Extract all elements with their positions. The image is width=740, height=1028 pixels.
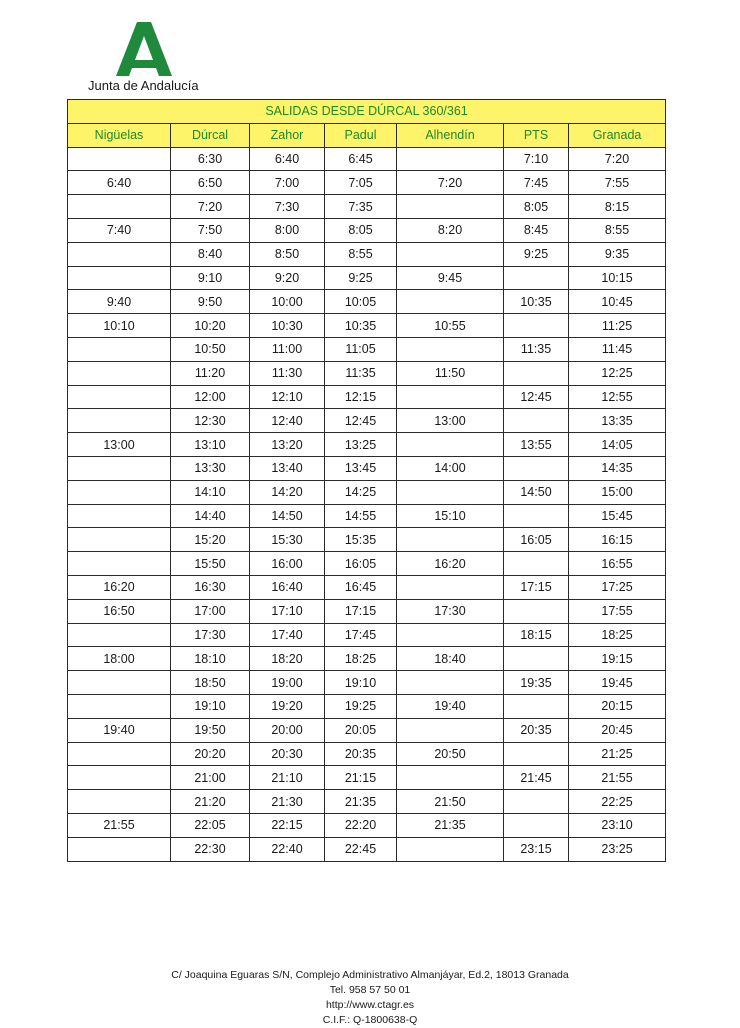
time-cell: 11:20 xyxy=(171,361,250,385)
time-cell: 6:30 xyxy=(171,147,250,171)
time-cell: 10:05 xyxy=(325,290,397,314)
time-cell: 23:15 xyxy=(504,837,569,861)
time-cell: 20:35 xyxy=(325,742,397,766)
time-cell: 7:40 xyxy=(68,218,171,242)
time-cell: 21:00 xyxy=(171,766,250,790)
table-row xyxy=(68,718,666,742)
junta-logo xyxy=(88,22,208,94)
time-cell: 21:35 xyxy=(397,813,504,837)
time-cell: 12:25 xyxy=(569,361,666,385)
time-cell xyxy=(68,694,171,718)
time-cell: 8:15 xyxy=(569,195,666,219)
time-cell: 21:25 xyxy=(569,742,666,766)
time-cell: 21:15 xyxy=(325,766,397,790)
time-cell: 15:30 xyxy=(250,528,325,552)
table-row xyxy=(68,813,666,837)
schedule-table xyxy=(67,99,666,862)
time-cell: 6:40 xyxy=(250,147,325,171)
time-cell: 6:40 xyxy=(68,171,171,195)
time-cell: 18:25 xyxy=(325,647,397,671)
time-cell: 7:45 xyxy=(504,171,569,195)
time-cell: 21:10 xyxy=(250,766,325,790)
time-cell: 10:45 xyxy=(569,290,666,314)
time-cell: 18:00 xyxy=(68,647,171,671)
time-cell: 20:35 xyxy=(504,718,569,742)
time-cell xyxy=(68,195,171,219)
schedule-title: SALIDAS DESDE DÚRCAL 360/361 xyxy=(68,100,666,124)
time-cell: 16:40 xyxy=(250,575,325,599)
time-cell: 11:25 xyxy=(569,314,666,338)
footer-cif: C.I.F.: Q-1800638-Q xyxy=(322,1014,418,1026)
time-cell: 14:55 xyxy=(325,504,397,528)
time-cell: 10:10 xyxy=(68,314,171,338)
time-cell: 17:25 xyxy=(569,575,666,599)
time-cell: 13:00 xyxy=(397,409,504,433)
time-cell: 21:45 xyxy=(504,766,569,790)
time-cell xyxy=(68,528,171,552)
time-cell: 17:40 xyxy=(250,623,325,647)
table-row xyxy=(68,671,666,695)
time-cell: 9:25 xyxy=(504,242,569,266)
time-cell: 16:00 xyxy=(250,552,325,576)
time-cell: 13:40 xyxy=(250,456,325,480)
time-cell: 19:10 xyxy=(325,671,397,695)
time-cell: 19:40 xyxy=(397,694,504,718)
schedule-body xyxy=(68,147,666,861)
time-cell: 19:00 xyxy=(250,671,325,695)
table-row xyxy=(68,790,666,814)
time-cell: 19:45 xyxy=(569,671,666,695)
time-cell: 10:35 xyxy=(504,290,569,314)
time-cell: 15:50 xyxy=(171,552,250,576)
time-cell: 14:35 xyxy=(569,456,666,480)
time-cell: 16:55 xyxy=(569,552,666,576)
column-headers xyxy=(68,123,666,147)
time-cell: 10:20 xyxy=(171,314,250,338)
time-cell: 9:20 xyxy=(250,266,325,290)
time-cell xyxy=(504,504,569,528)
column-header: Zahor xyxy=(250,123,325,147)
time-cell: 11:00 xyxy=(250,337,325,361)
table-row xyxy=(68,171,666,195)
time-cell: 8:05 xyxy=(325,218,397,242)
time-cell: 9:40 xyxy=(68,290,171,314)
time-cell xyxy=(397,242,504,266)
time-cell: 20:30 xyxy=(250,742,325,766)
time-cell: 19:25 xyxy=(325,694,397,718)
time-cell xyxy=(397,195,504,219)
table-row xyxy=(68,623,666,647)
time-cell: 22:20 xyxy=(325,813,397,837)
time-cell: 14:05 xyxy=(569,433,666,457)
time-cell: 17:15 xyxy=(325,599,397,623)
time-cell: 14:00 xyxy=(397,456,504,480)
time-cell: 12:45 xyxy=(325,409,397,433)
time-cell xyxy=(504,694,569,718)
table-row xyxy=(68,337,666,361)
time-cell xyxy=(68,766,171,790)
time-cell: 7:35 xyxy=(325,195,397,219)
time-cell: 12:45 xyxy=(504,385,569,409)
time-cell: 7:30 xyxy=(250,195,325,219)
time-cell: 7:00 xyxy=(250,171,325,195)
time-cell xyxy=(504,552,569,576)
time-cell: 12:30 xyxy=(171,409,250,433)
time-cell xyxy=(68,361,171,385)
column-header: Granada xyxy=(569,123,666,147)
time-cell xyxy=(68,504,171,528)
time-cell xyxy=(397,623,504,647)
time-cell xyxy=(397,337,504,361)
time-cell: 16:20 xyxy=(397,552,504,576)
time-cell xyxy=(68,837,171,861)
footer-phone: Tel. 958 57 50 01 xyxy=(329,984,411,996)
time-cell: 19:50 xyxy=(171,718,250,742)
time-cell: 8:40 xyxy=(171,242,250,266)
time-cell: 17:15 xyxy=(504,575,569,599)
time-cell: 21:50 xyxy=(397,790,504,814)
table-row xyxy=(68,528,666,552)
time-cell: 13:45 xyxy=(325,456,397,480)
time-cell: 21:30 xyxy=(250,790,325,814)
time-cell: 10:30 xyxy=(250,314,325,338)
time-cell xyxy=(397,575,504,599)
time-cell: 22:15 xyxy=(250,813,325,837)
time-cell: 11:45 xyxy=(569,337,666,361)
table-row xyxy=(68,694,666,718)
time-cell: 13:55 xyxy=(504,433,569,457)
time-cell: 20:20 xyxy=(171,742,250,766)
time-cell xyxy=(504,409,569,433)
time-cell xyxy=(68,742,171,766)
table-row xyxy=(68,456,666,480)
time-cell: 10:55 xyxy=(397,314,504,338)
time-cell: 22:40 xyxy=(250,837,325,861)
time-cell: 16:05 xyxy=(325,552,397,576)
time-cell: 7:20 xyxy=(569,147,666,171)
time-cell xyxy=(68,385,171,409)
time-cell: 14:10 xyxy=(171,480,250,504)
time-cell: 10:50 xyxy=(171,337,250,361)
table-row xyxy=(68,385,666,409)
time-cell: 18:15 xyxy=(504,623,569,647)
time-cell: 23:25 xyxy=(569,837,666,861)
time-cell: 21:35 xyxy=(325,790,397,814)
table-row xyxy=(68,242,666,266)
brand-name: Junta de Andalucía xyxy=(88,78,199,93)
time-cell: 8:05 xyxy=(504,195,569,219)
time-cell xyxy=(68,147,171,171)
time-cell: 15:20 xyxy=(171,528,250,552)
column-header: Dúrcal xyxy=(171,123,250,147)
time-cell xyxy=(397,837,504,861)
time-cell: 13:30 xyxy=(171,456,250,480)
time-cell: 19:15 xyxy=(569,647,666,671)
time-cell: 11:30 xyxy=(250,361,325,385)
time-cell: 10:00 xyxy=(250,290,325,314)
time-cell: 15:10 xyxy=(397,504,504,528)
table-row xyxy=(68,433,666,457)
time-cell: 7:55 xyxy=(569,171,666,195)
footer-web: http://www.ctagr.es xyxy=(325,999,415,1011)
time-cell: 13:35 xyxy=(569,409,666,433)
table-row xyxy=(68,361,666,385)
time-cell xyxy=(68,790,171,814)
time-cell: 12:15 xyxy=(325,385,397,409)
time-cell xyxy=(68,480,171,504)
time-cell xyxy=(397,480,504,504)
time-cell: 10:15 xyxy=(569,266,666,290)
time-cell xyxy=(397,671,504,695)
time-cell xyxy=(397,147,504,171)
time-cell xyxy=(68,337,171,361)
time-cell: 23:10 xyxy=(569,813,666,837)
time-cell xyxy=(504,266,569,290)
time-cell: 8:55 xyxy=(569,218,666,242)
time-cell: 19:40 xyxy=(68,718,171,742)
time-cell: 8:20 xyxy=(397,218,504,242)
table-row xyxy=(68,742,666,766)
time-cell xyxy=(504,361,569,385)
time-cell: 9:35 xyxy=(569,242,666,266)
time-cell xyxy=(397,718,504,742)
time-cell: 18:25 xyxy=(569,623,666,647)
time-cell: 16:15 xyxy=(569,528,666,552)
time-cell: 7:05 xyxy=(325,171,397,195)
time-cell: 8:00 xyxy=(250,218,325,242)
time-cell: 11:50 xyxy=(397,361,504,385)
table-row xyxy=(68,766,666,790)
time-cell: 12:10 xyxy=(250,385,325,409)
time-cell: 7:20 xyxy=(397,171,504,195)
time-cell: 17:45 xyxy=(325,623,397,647)
time-cell: 13:20 xyxy=(250,433,325,457)
junta-logo-icon xyxy=(116,22,172,76)
time-cell: 13:25 xyxy=(325,433,397,457)
table-row xyxy=(68,647,666,671)
time-cell: 18:20 xyxy=(250,647,325,671)
time-cell xyxy=(68,456,171,480)
time-cell: 14:50 xyxy=(250,504,325,528)
time-cell: 20:05 xyxy=(325,718,397,742)
table-row xyxy=(68,599,666,623)
table-row xyxy=(68,147,666,171)
column-header: Alhendín xyxy=(397,123,504,147)
time-cell: 14:25 xyxy=(325,480,397,504)
time-cell: 10:35 xyxy=(325,314,397,338)
time-cell xyxy=(504,790,569,814)
time-cell: 15:00 xyxy=(569,480,666,504)
table-row xyxy=(68,195,666,219)
time-cell: 8:50 xyxy=(250,242,325,266)
time-cell: 8:45 xyxy=(504,218,569,242)
table-row xyxy=(68,552,666,576)
column-header: PTS xyxy=(504,123,569,147)
time-cell: 6:45 xyxy=(325,147,397,171)
time-cell: 16:05 xyxy=(504,528,569,552)
time-cell: 16:45 xyxy=(325,575,397,599)
time-cell: 14:40 xyxy=(171,504,250,528)
time-cell xyxy=(504,742,569,766)
time-cell xyxy=(68,671,171,695)
column-header: Nigüelas xyxy=(68,123,171,147)
time-cell: 19:20 xyxy=(250,694,325,718)
time-cell: 14:50 xyxy=(504,480,569,504)
time-cell: 22:45 xyxy=(325,837,397,861)
time-cell: 17:10 xyxy=(250,599,325,623)
time-cell: 7:20 xyxy=(171,195,250,219)
time-cell xyxy=(397,528,504,552)
time-cell: 20:45 xyxy=(569,718,666,742)
time-cell: 9:50 xyxy=(171,290,250,314)
time-cell: 15:35 xyxy=(325,528,397,552)
time-cell: 21:20 xyxy=(171,790,250,814)
time-cell: 16:30 xyxy=(171,575,250,599)
time-cell: 9:10 xyxy=(171,266,250,290)
time-cell: 20:15 xyxy=(569,694,666,718)
time-cell: 16:50 xyxy=(68,599,171,623)
table-row xyxy=(68,218,666,242)
time-cell: 18:10 xyxy=(171,647,250,671)
time-cell: 6:50 xyxy=(171,171,250,195)
time-cell: 8:55 xyxy=(325,242,397,266)
time-cell xyxy=(504,456,569,480)
time-cell xyxy=(504,314,569,338)
time-cell: 20:50 xyxy=(397,742,504,766)
time-cell: 12:40 xyxy=(250,409,325,433)
time-cell: 14:20 xyxy=(250,480,325,504)
time-cell xyxy=(68,409,171,433)
table-row xyxy=(68,409,666,433)
time-cell: 20:00 xyxy=(250,718,325,742)
time-cell: 18:50 xyxy=(171,671,250,695)
table-row xyxy=(68,504,666,528)
time-cell: 22:30 xyxy=(171,837,250,861)
time-cell: 17:30 xyxy=(397,599,504,623)
footer xyxy=(0,968,740,1028)
time-cell: 17:30 xyxy=(171,623,250,647)
time-cell xyxy=(397,766,504,790)
time-cell: 21:55 xyxy=(68,813,171,837)
time-cell xyxy=(68,266,171,290)
time-cell xyxy=(68,242,171,266)
time-cell: 22:05 xyxy=(171,813,250,837)
time-cell: 16:20 xyxy=(68,575,171,599)
table-row xyxy=(68,480,666,504)
time-cell xyxy=(397,385,504,409)
time-cell xyxy=(504,599,569,623)
time-cell: 13:00 xyxy=(68,433,171,457)
time-cell: 11:05 xyxy=(325,337,397,361)
time-cell: 19:10 xyxy=(171,694,250,718)
table-row xyxy=(68,575,666,599)
table-row xyxy=(68,837,666,861)
time-cell xyxy=(397,433,504,457)
time-cell xyxy=(397,290,504,314)
time-cell: 9:45 xyxy=(397,266,504,290)
table-row xyxy=(68,314,666,338)
time-cell: 11:35 xyxy=(504,337,569,361)
time-cell xyxy=(504,813,569,837)
time-cell: 12:55 xyxy=(569,385,666,409)
time-cell: 9:25 xyxy=(325,266,397,290)
time-cell: 15:45 xyxy=(569,504,666,528)
time-cell: 13:10 xyxy=(171,433,250,457)
footer-address: C/ Joaquina Eguaras S/N, Complejo Administrativo Almanjáyar, Ed.2, 18013 Granada xyxy=(171,969,569,981)
time-cell: 22:25 xyxy=(569,790,666,814)
time-cell xyxy=(68,552,171,576)
time-cell: 17:55 xyxy=(569,599,666,623)
time-cell: 12:00 xyxy=(171,385,250,409)
time-cell: 18:40 xyxy=(397,647,504,671)
column-header: Padul xyxy=(325,123,397,147)
time-cell: 7:50 xyxy=(171,218,250,242)
table-row xyxy=(68,290,666,314)
time-cell xyxy=(504,647,569,671)
time-cell: 11:35 xyxy=(325,361,397,385)
time-cell xyxy=(68,623,171,647)
time-cell: 17:00 xyxy=(171,599,250,623)
time-cell: 19:35 xyxy=(504,671,569,695)
time-cell: 21:55 xyxy=(569,766,666,790)
table-row xyxy=(68,266,666,290)
time-cell: 7:10 xyxy=(504,147,569,171)
